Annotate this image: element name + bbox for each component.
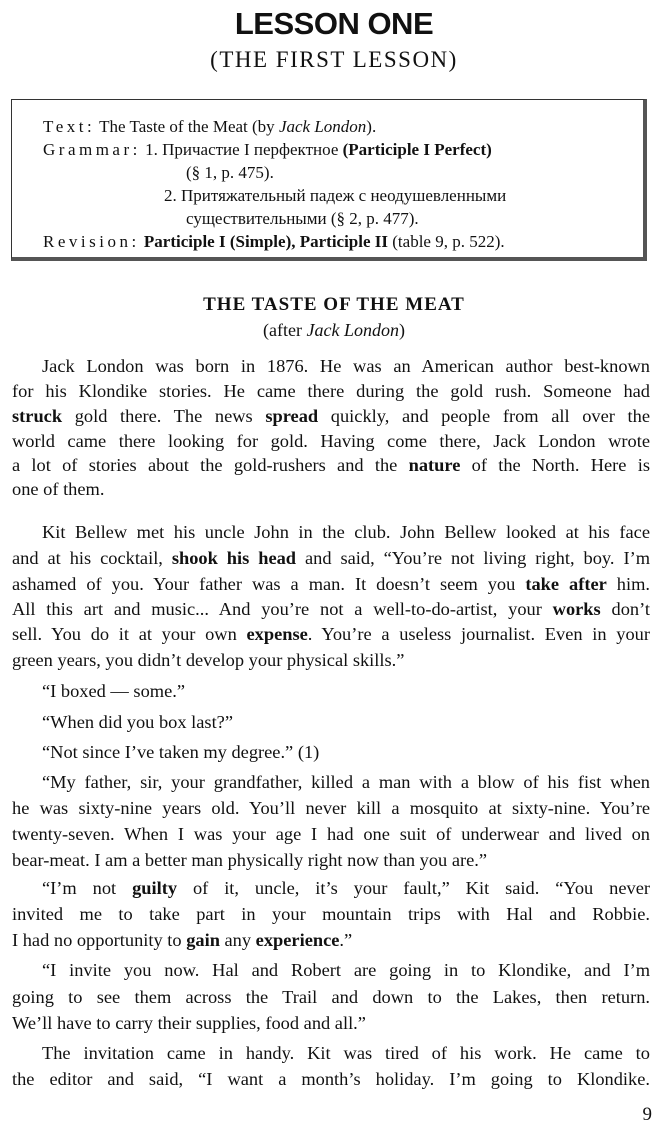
- vocab-term: struck: [12, 406, 63, 426]
- text-run: All this art and music... And you’re not a well-to-do-artist, your: [12, 599, 553, 619]
- text-run: one of them.: [12, 479, 105, 499]
- body-line: [42, 520, 650, 544]
- text-run: invited me to take part in your mountain trips with Hal and Robbie.: [12, 904, 650, 924]
- body-line: [12, 597, 650, 621]
- grammar-item-1-bold: (Participle I Perfect): [342, 140, 492, 159]
- body-line: [12, 848, 650, 872]
- byline-end: ): [398, 320, 405, 340]
- text-run: The invitation came in handy. Kit was tired of his work. He came to: [42, 1043, 650, 1063]
- text-run: “Not since I’ve taken my degree.” (1): [42, 742, 320, 762]
- body-line: [12, 902, 650, 926]
- text-run: of it, uncle, it’s your fault,” Kit said. “You never: [177, 878, 650, 898]
- text-run: of the North. Here is: [460, 455, 650, 475]
- body-line: [42, 876, 650, 900]
- text-run: green years, you didn’t develop your physical skills.”: [12, 650, 405, 670]
- revision-line: [43, 231, 505, 253]
- text-run: . You’re a useless journalist. Even in your: [307, 624, 650, 644]
- intro-line: [12, 453, 650, 477]
- intro-line: [12, 477, 650, 501]
- text-run: “I invite you now. Hal and Robert are going in to Klondike, and I’m: [42, 960, 650, 980]
- text-run: twenty-seven. When I was your age I had one suit of underwear and lived on: [12, 824, 650, 844]
- byline-start: (after: [263, 320, 307, 340]
- vocab-term: gain: [186, 930, 220, 950]
- grammar-line-1: [43, 139, 492, 161]
- text-run: gold there. The news: [62, 406, 266, 426]
- body-line: [12, 1011, 650, 1035]
- vocab-term: nature: [408, 455, 461, 475]
- grammar-line-1-cont: (§ 1, p. 475).: [186, 163, 274, 182]
- text-label: Text:: [43, 117, 96, 136]
- intro-line: [12, 379, 650, 403]
- body-line: [12, 648, 650, 672]
- body-line: [12, 1067, 650, 1091]
- text-run: the editor and said, “I want a month’s holiday. I’m going to Klondike.: [12, 1069, 650, 1089]
- text-run: for his Klondike stories. He came there during the gold rush. Someone had: [12, 381, 650, 401]
- text-run: quickly, and people from all over the: [318, 406, 651, 426]
- byline-author: Jack London: [306, 320, 399, 340]
- body-line: [42, 770, 650, 794]
- vocab-term: works: [552, 599, 601, 619]
- text-run: ashamed of you. Your father was a man. It doesn’t seem you: [12, 574, 526, 594]
- body-line: [12, 622, 650, 646]
- vocab-term: experience: [255, 930, 340, 950]
- vocab-term: shook his head: [171, 548, 297, 568]
- text-run: Jack London was born in 1876. He was an American author best-known: [42, 356, 650, 376]
- text-run: “I’m not: [42, 878, 133, 898]
- vocab-term: expense: [246, 624, 308, 644]
- body-line: [12, 985, 650, 1009]
- text-end: ).: [366, 117, 377, 136]
- text-run: world came there looking for gold. Having come there, Jack London wrote: [12, 431, 650, 451]
- body-line: [12, 572, 650, 596]
- vocab-term: guilty: [132, 878, 178, 898]
- story-byline: [0, 318, 668, 342]
- lesson-title: LESSON ONE: [234, 6, 434, 41]
- lesson-overview-box: [11, 99, 647, 261]
- intro-line: [12, 404, 650, 428]
- lesson-subtitle: (THE FIRST LESSON): [210, 47, 458, 72]
- intro-line: [42, 354, 650, 378]
- body-line: [12, 796, 650, 820]
- revision-end: (table 9, p. 522).: [388, 232, 505, 251]
- text-run: “I boxed — some.”: [42, 681, 185, 701]
- body-line: [42, 740, 650, 764]
- text-run: any: [219, 930, 256, 950]
- body-line: [42, 679, 650, 703]
- text-line: [43, 116, 376, 138]
- grammar-line-2-cont: существительными (§ 2, p. 477).: [186, 209, 419, 228]
- vocab-term: spread: [265, 406, 319, 426]
- text-run: sell. You do it at your own: [12, 624, 247, 644]
- text-author: Jack London: [278, 117, 367, 136]
- grammar-item-1: 1. Причастие I перфектное: [145, 140, 343, 159]
- text-run: .”: [339, 930, 353, 950]
- body-line: [12, 928, 650, 952]
- story-title: THE TASTE OF THE MEAT: [203, 294, 465, 315]
- text-run: and at his cocktail,: [12, 548, 172, 568]
- body-line: [12, 546, 650, 570]
- text-run: We’ll have to carry their supplies, food and all.”: [12, 1013, 366, 1033]
- text-run: Kit Bellew met his uncle John in the club. John Bellew looked at his face: [42, 522, 650, 542]
- text-title: The Taste of the Meat (by: [99, 117, 279, 136]
- revision-label: Revision:: [43, 232, 140, 251]
- text-run: a lot of stories about the gold-rushers and the: [12, 455, 409, 475]
- grammar-label: Grammar:: [43, 140, 141, 159]
- revision-bold: Participle I (Simple), Participle II: [143, 232, 389, 251]
- vocab-term: take after: [525, 574, 607, 594]
- text-run: he was sixty-nine years old. You’ll never kill a mosquito at sixty-nine. You’re: [12, 798, 650, 818]
- text-run: don’t: [600, 599, 650, 619]
- intro-line: [12, 429, 650, 453]
- text-run: and said, “You’re not living right, boy. I’m: [296, 548, 650, 568]
- body-line: [42, 710, 650, 734]
- text-run: “When did you box last?”: [42, 712, 234, 732]
- text-run: him.: [606, 574, 651, 594]
- body-line: [42, 1041, 650, 1065]
- grammar-line-2: 2. Притяжательный падеж с неодушевленными: [164, 186, 507, 205]
- body-line: [42, 958, 650, 982]
- text-run: bear-meat. I am a better man physically right now than you are.”: [12, 850, 488, 870]
- text-run: going to see them across the Trail and down to the Lakes, then return.: [12, 987, 650, 1007]
- body-line: [12, 822, 650, 846]
- page-number: 9: [642, 1104, 652, 1125]
- text-run: I had no opportunity to: [12, 930, 187, 950]
- text-run: “My father, sir, your grandfather, killed a man with a blow of his fist when: [42, 772, 650, 792]
